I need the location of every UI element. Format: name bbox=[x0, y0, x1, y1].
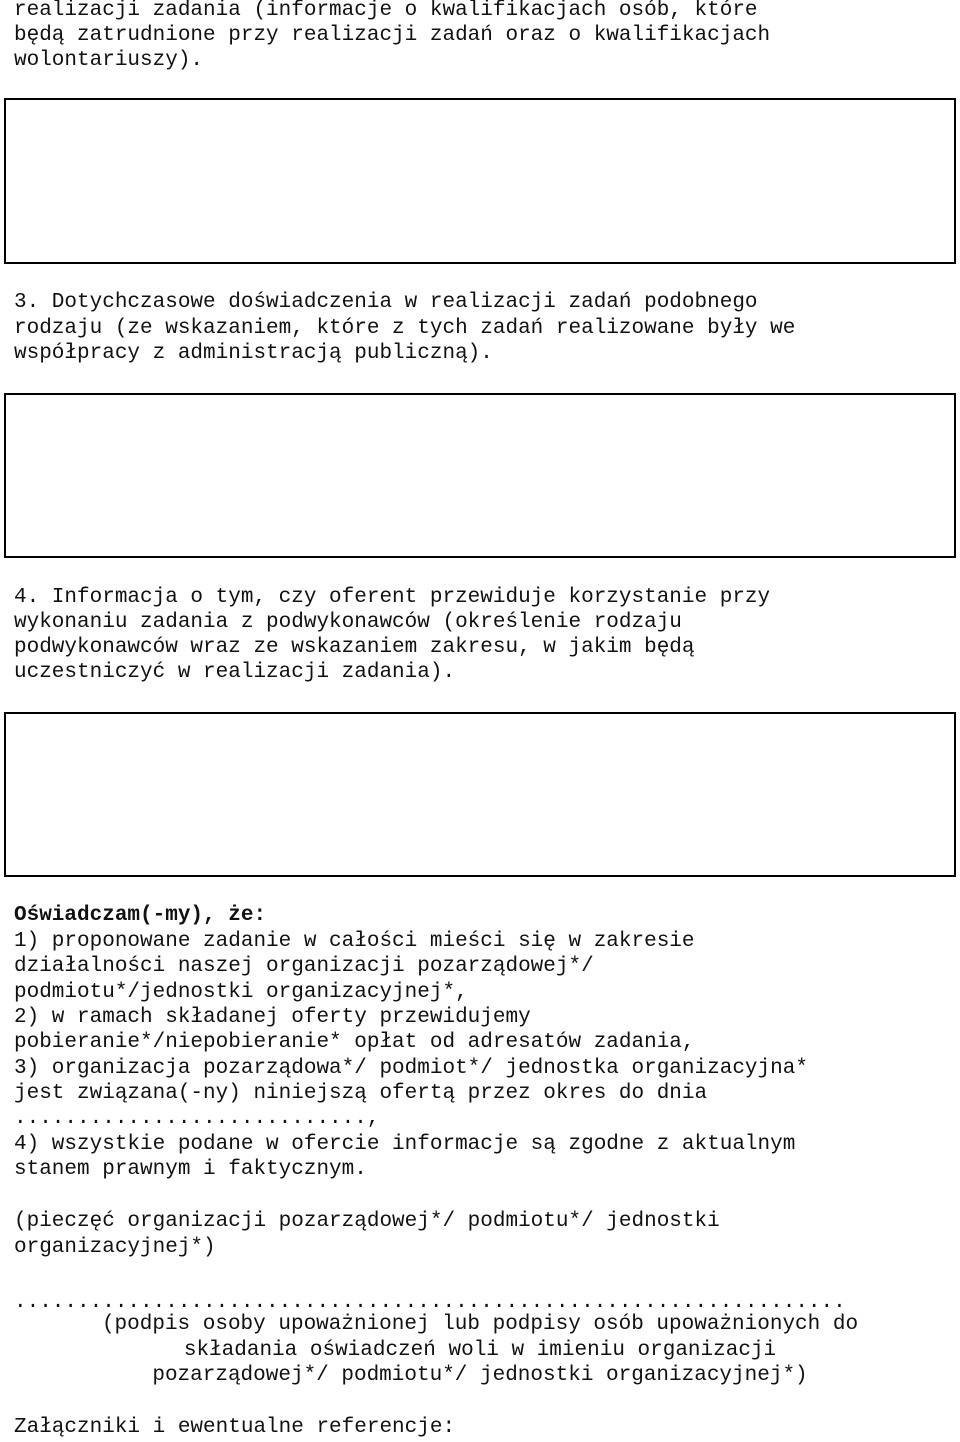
section3-text-line-1: 3. Dotychczasowe doświadczenia w realizacji zadań podobnego bbox=[14, 291, 758, 314]
signature-caption-line-3: pozarządowej*/ podmiotu*/ jednostki organizacyjnej*) bbox=[152, 1364, 808, 1387]
stamp-line-1: (pieczęć organizacji pozarządowej*/ podmiotu*/ jednostki bbox=[14, 1210, 720, 1233]
declaration-line-6: 3) organizacja pozarządowa*/ podmiot*/ jednostka organizacyjna* bbox=[14, 1057, 808, 1080]
section2-text-line-1: realizacji zadania (informacje o kwalifikacjach osób, które bbox=[14, 0, 758, 22]
section4-text-line-4: uczestniczyć w realizacji zadania). bbox=[14, 661, 456, 684]
declaration-line-2: działalności naszej organizacji pozarządowej*/ bbox=[14, 955, 594, 978]
section4-text-line-2: wykonaniu zadania z podwykonawców (określenie rodzaju bbox=[14, 611, 682, 634]
signature-caption-line-2: składania oświadczeń woli w imieniu organizacji bbox=[183, 1339, 777, 1362]
section3-text-line-2: rodzaju (ze wskazaniem, które z tych zadań realizowane były we bbox=[14, 317, 796, 340]
attachments-heading: Załączniki i ewentualne referencje: bbox=[14, 1416, 456, 1439]
section2-answer-box[interactable] bbox=[4, 98, 956, 264]
declaration-line-9: 4) wszystkie podane w ofercie informacje są zgodne z aktualnym bbox=[14, 1133, 796, 1156]
declaration-date-dots: ............................, bbox=[14, 1107, 380, 1130]
declaration-line-3: podmiotu*/jednostki organizacyjnej*, bbox=[14, 981, 468, 1004]
declaration-line-10: stanem prawnym i faktycznym. bbox=[14, 1158, 367, 1181]
declaration-line-4: 2) w ramach składanej oferty przewidujemy bbox=[14, 1006, 531, 1029]
signature-caption-line-1: (podpis osoby upoważnionej lub podpisy osób upoważnionych do bbox=[101, 1313, 859, 1336]
declaration-line-5: pobieranie*/niepobieranie* opłat od adresatów zadania, bbox=[14, 1031, 695, 1054]
stamp-line-2: organizacyjnej*) bbox=[14, 1236, 216, 1259]
section3-text-line-3: współpracy z administracją publiczną). bbox=[14, 342, 493, 365]
section4-answer-box[interactable] bbox=[4, 712, 956, 877]
declaration-heading: Oświadczam(-my), że: bbox=[14, 904, 267, 927]
section2-text-line-2: będą zatrudnione przy realizacji zadań oraz o kwalifikacjach bbox=[14, 24, 771, 47]
section4-text-line-3: podwykonawców wraz ze wskazaniem zakresu, w jakim będą bbox=[14, 636, 695, 659]
section3-answer-box[interactable] bbox=[4, 393, 956, 558]
section2-text-line-3: wolontariuszy). bbox=[14, 49, 204, 72]
section4-text-line-1: 4. Informacja o tym, czy oferent przewiduje korzystanie przy bbox=[14, 586, 771, 609]
signature-dots: .................................................................. bbox=[14, 1291, 846, 1314]
declaration-line-1: 1) proponowane zadanie w całości mieści się w zakresie bbox=[14, 930, 695, 953]
declaration-line-7: jest związana(-ny) niniejszą ofertą przez okres do dnia bbox=[14, 1082, 708, 1105]
